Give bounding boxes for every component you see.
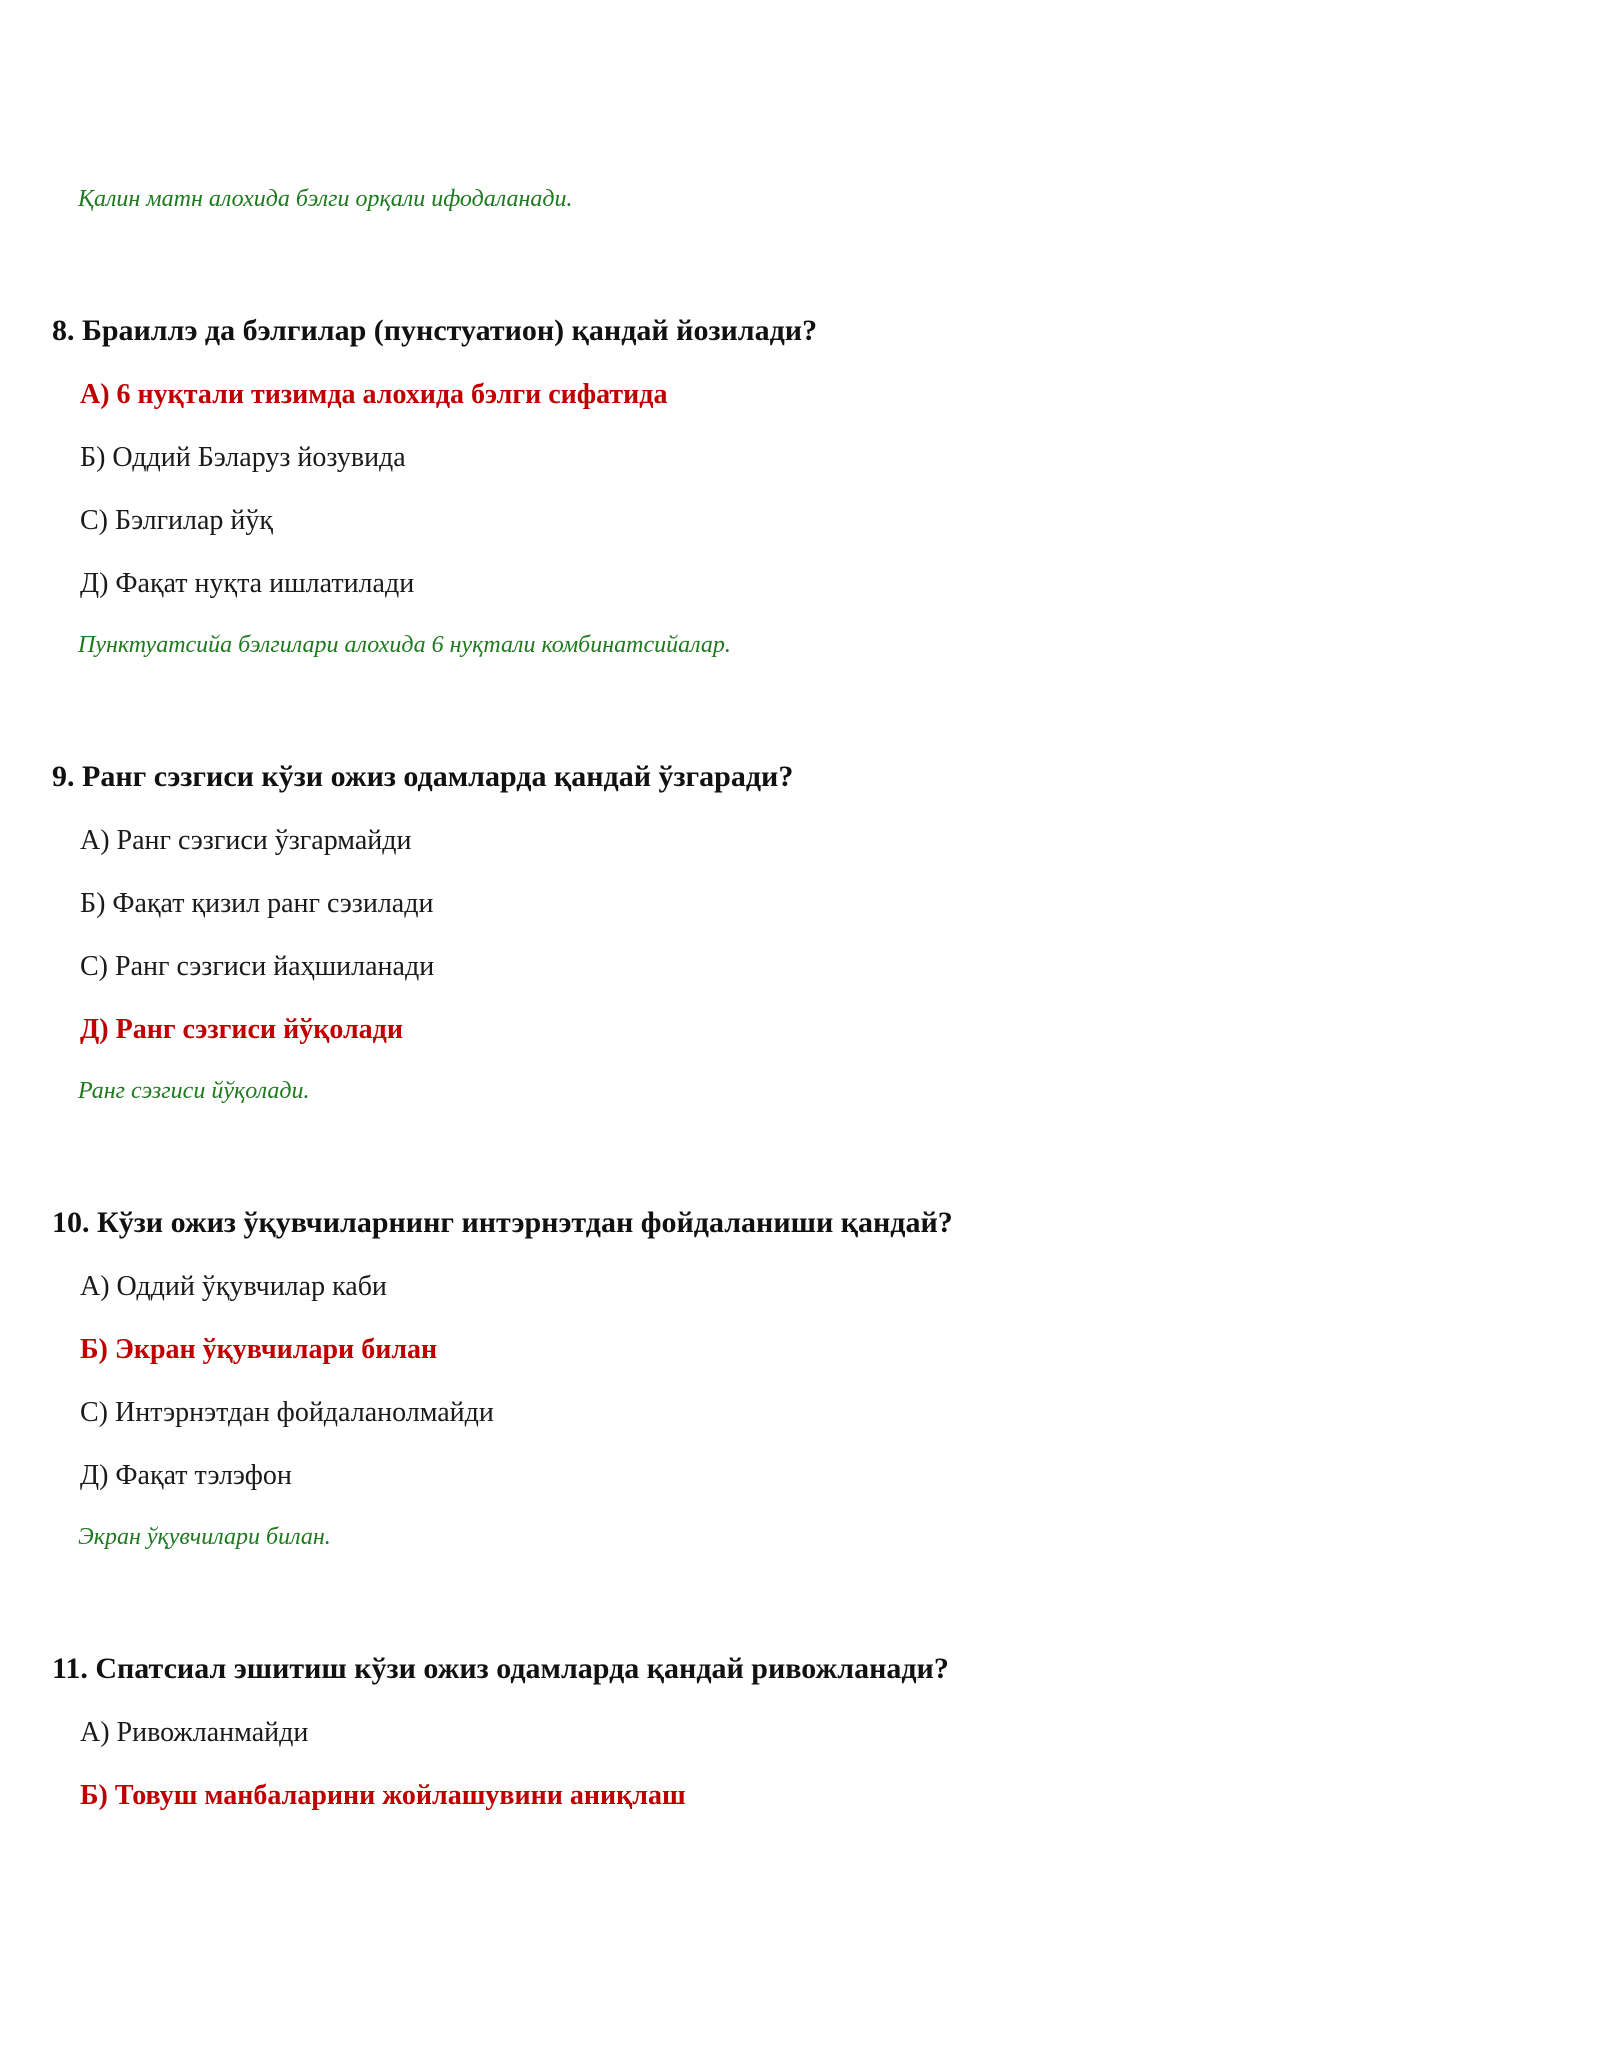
intro-explanation: Қалин матн алохида бэлги орқали ифодаланади. <box>78 186 573 212</box>
question-11-title: 11. Спатсиал эшитиш кўзи ожиз одамларда қандай ривожланади? <box>52 1652 949 1685</box>
question-11-option-b-correct: Б) Товуш манбаларини жойлашувини аниқлаш <box>80 1780 686 1811</box>
question-10-title: 10. Кўзи ожиз ўқувчиларнинг интэрнэтдан фойдаланиши қандай? <box>52 1206 953 1239</box>
question-8-option-d: Д) Фақат нуқта ишлатилади <box>80 568 415 599</box>
question-10-option-d: Д) Фақат тэлэфон <box>80 1460 292 1491</box>
question-9-title: 9. Ранг сэзгиси кўзи ожиз одамларда қандай ўзгаради? <box>52 760 794 793</box>
question-8-option-a-correct: А) 6 нуқтали тизимда алохида бэлги сифатида <box>80 379 668 410</box>
question-11-option-a: А) Ривожланмайди <box>80 1717 309 1748</box>
question-10-option-a: А) Оддий ўқувчилар каби <box>80 1271 387 1302</box>
question-8-explanation: Пунктуатсийа бэлгилари алохида 6 нуқтали комбинатсийалар. <box>78 632 731 658</box>
question-10-explanation: Экран ўқувчилари билан. <box>78 1524 331 1550</box>
question-10-option-c: С) Интэрнэтдан фойдаланолмайди <box>80 1397 494 1428</box>
question-9-option-a: А) Ранг сэзгиси ўзгармайди <box>80 825 412 856</box>
question-8-title: 8. Браиллэ да бэлгилар (пунстуатион) қандай йозилади? <box>52 314 818 347</box>
question-9-option-d-correct: Д) Ранг сэзгиси йўқолади <box>80 1014 403 1045</box>
question-10-option-b-correct: Б) Экран ўқувчилари билан <box>80 1334 438 1365</box>
question-8-option-c: С) Бэлгилар йўқ <box>80 505 274 536</box>
question-8-option-b: Б) Оддий Бэларуз йозувида <box>80 442 406 473</box>
question-9-option-b: Б) Фақат қизил ранг сэзилади <box>80 888 434 919</box>
question-9-option-c: С) Ранг сэзгиси йаҳшиланади <box>80 951 435 982</box>
question-9-explanation: Ранг сэзгиси йўқолади. <box>78 1078 310 1104</box>
